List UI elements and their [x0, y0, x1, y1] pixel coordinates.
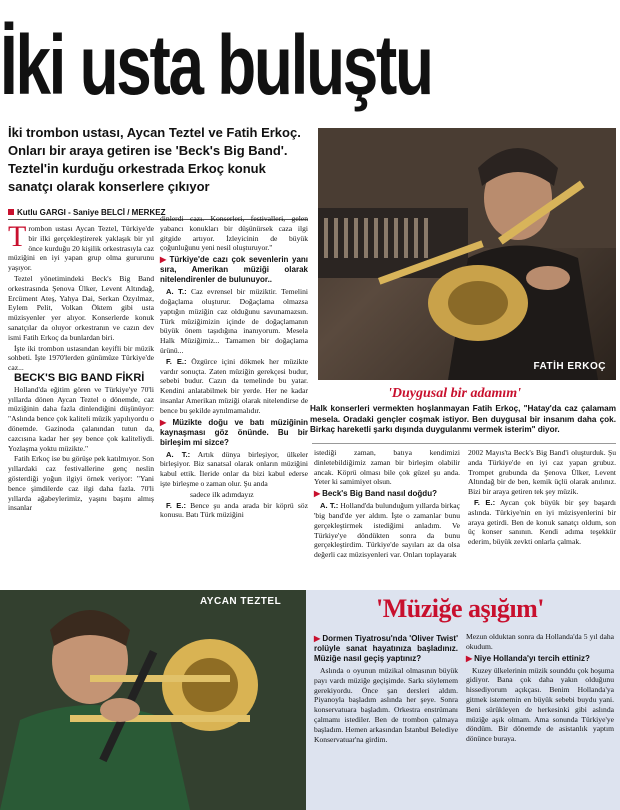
dropcap: T [8, 220, 27, 253]
col1-paragraph: İşte iki trombon ustasından keyifli bir müzik sohbeti. İşte 1970'lerden günümüze Türkiye'de caz... [8, 343, 154, 373]
question-text: Müzikte doğu ve batı müziğinin kaynaşması göz önünde. Bu bir birleşim mi sizce? [160, 417, 308, 447]
question [160, 255, 308, 285]
column-3 [314, 448, 460, 561]
answer-text: Aslında o oyunun müzikal olmasının büyük payı vardı müziğe geçişimde. Sarkı söylemem gerekiyordu. Önce şan dersleri aldım. Piyanoyla başladım aslında her şeye. Sonra konservatuara başladım. Orkestra enstrümanı çalmamı istediler. Ben de trombon çalmaya başladım. Hemen arkasından İstanbul Belediye Konservatuar'na girdim. [314, 666, 458, 744]
answer-speaker: A. T.: [166, 449, 191, 459]
answer [160, 287, 308, 356]
col1-paragraph: rombon ustası Aycan Teztel, Türkiye'de bir ilki gerçekleştirerek yaklaşık bir yıl önce kurduğu 20 kişilik orkestrasıyla caz müziğini en iyi yapan grup olma gururunu yaşıyor. [8, 224, 154, 273]
triangle-icon: ▶ [160, 417, 171, 427]
triangle-icon: ▶ [466, 653, 473, 663]
question-text: Beck's Big Band nasıl doğdu? [322, 489, 437, 499]
photo-aycan-teztel [0, 590, 306, 810]
answer-text: sadece ilk adımdayız [190, 489, 254, 499]
answer-text: Aycan çok büyük bir şey başardı aslında. Türkiye'nin en iyi müzisyenlerini bir araya getirdi. Ben de konuk sanatçı oldum, son üç konser sanının. Kendi adıma teşekkür ederim, büyük zevkti onlarla çalmak. [468, 497, 616, 547]
col3-paragraph: istediği zaman, batıya kendimizi dinletebildiğimiz zaman bir birleşim olabilir ancak. Köprü olması bile çok güzel şu anda. Yeter ki samimiyet olsun. [314, 448, 460, 487]
quote-title: 'Duygusal bir adamım' [388, 386, 522, 401]
answer-speaker: F. E.: [166, 356, 187, 366]
answer-speaker: A. T.: [320, 501, 339, 511]
deck: İki trombon ustası, Aycan Teztel ve Fatih Erkoç. Onları bir araya getiren ise 'Beck's Big Band'. Teztel'in kurduğu orkestrada Erkoç konuk sanatçı olarak konserlere çıkıyor [8, 125, 301, 194]
answer [468, 498, 616, 547]
col1-paragraph: Fatih Erkoç ise bu görüşe pek katılmıyor. Son yıllardaki caz festivallerine genç neslin gösterdiği yoğun ilgiyi örnek veriyor: "Yani bence şimdilerde caz ilgi daha fazla. 70'li yıllarda ağabeylerimiz, yaşını başını almış insanlar [8, 454, 154, 513]
byline-text: Kutlu GARGI - Saniye BELCİ / MERKEZ [17, 208, 166, 217]
byline-square-icon [8, 209, 14, 215]
answer-text: Holland'da bulunduğum yıllarda birkaç 'big band'de yer aldım. İşte o zamanlar bunu gerçekleştirmek istediğimi anladım. Ve Türkiye'ye döndükten sonra da bunu gerçekleştirdim. Türkiye'de sayıları az da olsa değerli caz müzisyenleri var. Onları toplayarak [314, 501, 460, 560]
question-text: Niye Hollanda'yı tercih ettiniz? [474, 653, 590, 663]
quote-body: Halk konserleri vermekten hoşlanmayan Fatih Erkoç, "Hatay'da caz çalamam mesela. Oradaki gençler coşmak istiyor. Ben duygusal bir insanım daha çok. Birkaç hareketli şarkı dışında duygulanmı vermek isterim" diyor. [310, 404, 616, 434]
col1-paragraph: Holland'da eğitim gören ve Türkiye'ye 70'li yıllarda dönen Aycan Teztel o dönemde, caz müziğinin daha fazla dinlendiğini düşünüyor: "Aslında bence çok kaliteli müzik yapılıyordu o dönemde. Gazinoda çalanından tutun da, cazcısına kadar her şey bence çok kaliteliydi. Yozlaşma yoktu müzikte." [8, 384, 154, 453]
question-text: Türkiye'de cazı çok sevenlerin yanı sıra, Amerikan müziği olarak nitelendirenler de bulunuyor.. [160, 255, 309, 285]
answer-text: Kuzey ülkelerinin müzik sounddu çok hoşuma gidiyor. Bana çok daha yakın olduğunu hissediyorum açıkçası. Benim Hollanda'ya gitmek istememin en büyük sebebi buydu yani. Beni sürükleyen de herkesinki gibi aslında müziğe aşık olmam. Ama sonunda Türkiye'ye döndüm. Bir dönemde de asistanlık yaptım dönünce buraya. [466, 665, 614, 744]
answer [160, 357, 308, 416]
question [466, 654, 614, 664]
triangle-icon: ▶ [314, 489, 321, 499]
box-column-1 [314, 632, 458, 745]
question [314, 489, 460, 499]
subhead: BECK'S BIG BAND FİKRİ [14, 371, 145, 384]
headline: İki usta buluştu [0, 18, 432, 112]
photo-caption: FATİH ERKOÇ [533, 361, 606, 372]
answer-text: Özgürce içini dökmek her müzikte vardır sonuçta. Zaten müziğin gerekçesi budur, sebebi budur. Cazın da temelinde bu yatar. Kendini anlatabilmek bir yerde. Her ne kadar insanlar Amerikan müziği olarak nitelendirse de bence bu şekilde aynılmamalıdır. [160, 356, 308, 415]
question [160, 418, 308, 448]
col4-paragraph: 2002 Mayıs'ta Beck's Big Band'i oluşturduk. Şu anda Türkiye'de en iyi caz yapan grubuz. Trompet grubunda da Şenova Ülker, Levent Altındağ bir de ben, kemik üçlü olarak anılınız. Bizi bir araya getiren tek şey müzik. [468, 448, 616, 497]
answer-speaker: A. T.: [166, 287, 187, 297]
answer-speaker: F. E.: [474, 497, 496, 507]
col1-paragraph: Teztel yönetimindeki Beck's Big Band orkestrasında Şenova Ülker, Levent Altındağ, Ercüment Ateş, Yahya Dai, Serkan Özyılmaz, Eylem Pelit, Volkan Öktem gibi usta müzisyenler yer alıyor. Konserlerde konuk sanatçılar da oluyor orkestranın ve cazın dev ismi Fatih Erkoç da bunlardan biri. [8, 273, 154, 342]
answer [160, 501, 308, 521]
answer [314, 501, 460, 560]
answer-text: Caz evrensel bir müziktir. Temelini doğaçlama oluşturur. Doğaçlama olmazsa yaptığın müziğin caz olduğunu savunamazsın. Türk müziğimizin içinde de doğaçlamanın büyük önem taşıdığına inanıyorum. Mesela Halk Müziğimiz... Tamamen bir doğaçlama ürünü... [160, 287, 308, 355]
box-paragraph: Mezun olduktan sonra da Hollanda'da 5 yıl daha okudum. [466, 632, 614, 651]
column-1 [8, 220, 154, 514]
answer-text: Bence şu anda arada bir köprü söz konusu. Batı Türk müziğini [160, 500, 308, 520]
box-title: 'Müziğe aşığım' [376, 594, 544, 623]
photo-fatih-erkoc [318, 128, 616, 380]
answer-text: Artık dünya birleşiyor, ülkeler birleşiyor. Biz sanatsal olarak onların müziğini kabul ettik. İleride onlar da bizi kabul ederse işte birleşme o zaman olur. Şu anda [160, 449, 308, 488]
divider [312, 443, 616, 444]
column-2 [160, 214, 308, 521]
photo-caption: AYCAN TEZTEL [200, 596, 282, 607]
photo-illustration [318, 128, 616, 380]
box-column-2 [466, 632, 614, 745]
triangle-icon: ▶ [160, 255, 168, 265]
col2-paragraph: dinlerdi cazı. Konserleri, festivalleri, gelen yabancı konukları bir düşünürsek caza ilgi gitgide artıyor. İzleyicinin de büyük çoğunluğunu yeni nesil oluşturuyor." [160, 214, 308, 253]
question [314, 634, 458, 664]
answer-speaker: F. E.: [166, 500, 186, 510]
answer [160, 450, 308, 489]
question-text: Dormen Tiyatrosu'nda 'Oliver Twist' rolüyle sanat hayatınıza başladınız. Müziğe nasıl geçiş yaptınız? [314, 634, 458, 663]
photo-illustration [0, 590, 306, 810]
triangle-icon: ▶ [314, 634, 321, 643]
column-4 [468, 448, 616, 548]
